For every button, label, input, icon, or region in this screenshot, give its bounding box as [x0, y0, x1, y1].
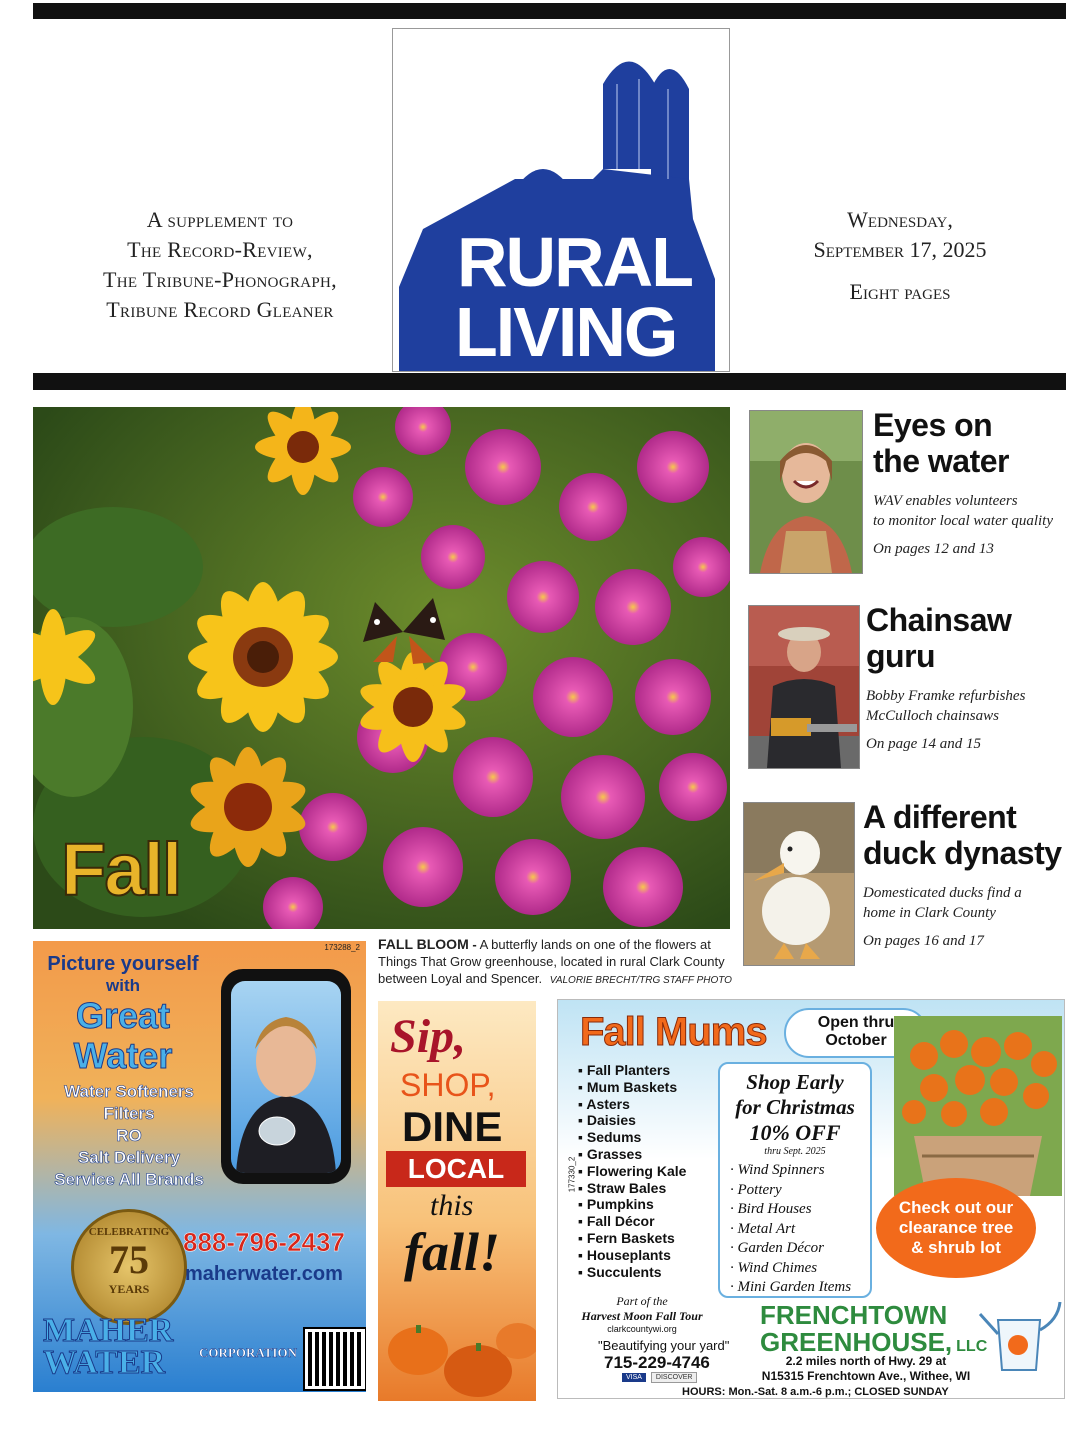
watering-can-icon — [978, 1290, 1064, 1380]
list-item: · Pottery — [730, 1181, 782, 1198]
teaser-summary: Bobby Framke refurbishes — [866, 688, 1026, 704]
list-item: ▪ Fern Baskets — [578, 1229, 675, 1246]
slogan: "Beautifying your yard" — [598, 1338, 730, 1353]
supplement-line: The Record-Review, — [127, 237, 313, 262]
list-item: ▪ Pumpkins — [578, 1196, 654, 1213]
teaser-summary: McCulloch chainsaws — [866, 708, 999, 724]
teaser-summary: home in Clark County — [863, 905, 996, 921]
ad-code: 177330_2 — [567, 1156, 577, 1193]
ad-frenchtown-greenhouse[interactable] — [557, 999, 1065, 1399]
greenhouse-name: FRENCHTOWN GREENHOUSE, LLC — [760, 1300, 988, 1357]
masthead-rule — [33, 373, 1066, 390]
christmas-box: Shop Early for Christmas 10% OFF thru Sept. 2025 · Wind Spinners · Pottery · Bird Houses · Metal Art · Garden Décor · Wind Chimes · Mini Garden Items — [718, 1062, 872, 1298]
teaser-headline: Eyes on — [873, 407, 993, 443]
list-item: ▪ Succulents — [578, 1263, 662, 1280]
list-item: ▪ Mum Baskets — [578, 1078, 678, 1095]
teaser-photo-duck — [743, 802, 855, 966]
list-item: · Metal Art — [730, 1220, 796, 1237]
list-item: · Garden Décor — [730, 1240, 825, 1256]
teaser-headline: guru — [866, 638, 936, 674]
teaser-chainsaw-guru[interactable] — [866, 602, 1066, 753]
logo-word-living: LIVING — [455, 293, 677, 371]
pumpkins-icon — [378, 1301, 536, 1401]
clearance-badge: Check out our clearance tree & shrub lot — [876, 1178, 1036, 1278]
mum-planter-icon — [894, 1016, 1062, 1196]
maher-phone[interactable]: 888-796-2437 — [183, 1227, 345, 1257]
ad-code: 173288_2 — [324, 943, 360, 952]
open-thru-cloud: Open thru October — [784, 1008, 928, 1058]
teaser-summary: Domesticated ducks find a — [863, 885, 1022, 901]
sip-label: Sip, — [390, 1010, 467, 1063]
greenhouse-hours: HOURS: Mon.-Sat. 8 a.m.-6 p.m.; CLOSED SUNDAY — [682, 1386, 949, 1398]
list-item: · Wind Chimes — [730, 1259, 818, 1276]
list-item: ▪ Houseplants — [578, 1246, 671, 1263]
teaser-pages: On pages 16 and 17 — [863, 933, 984, 949]
teaser-summary: to monitor local water quality — [873, 513, 1053, 529]
supplement-line: A supplement to — [146, 207, 294, 232]
boy-with-glass-icon — [231, 981, 341, 1173]
teaser-pages: On page 14 and 15 — [866, 736, 981, 752]
teaser-photo-chainsaw — [748, 605, 860, 769]
caption-dash: - — [472, 937, 477, 952]
teaser-summary: WAV enables volunteers — [873, 493, 1018, 509]
greenhouse-phone[interactable]: 715-229-4746 — [604, 1353, 710, 1372]
phone-photo — [221, 969, 351, 1184]
teaser-duck-dynasty[interactable] — [863, 799, 1068, 950]
ad-headline: Picture yourself with Great Water — [47, 953, 199, 1076]
teaser-headline: duck dynasty — [863, 835, 1062, 871]
photo-credit: VALORIE BRECHT/TRG STAFF PHOTO — [549, 975, 732, 986]
this-label: this — [430, 1189, 474, 1222]
supplement-note — [60, 205, 380, 325]
fall-label: fall! — [404, 1222, 501, 1282]
issue-info — [770, 205, 1030, 307]
maher-website[interactable]: maherwater.com — [185, 1263, 343, 1285]
top-rule — [33, 3, 1066, 19]
list-item: ▪ Asters — [578, 1095, 630, 1112]
list-item: ▪ Fall Planters — [578, 1062, 671, 1078]
list-item: · Wind Spinners — [730, 1162, 825, 1178]
caption-head: FALL BLOOM — [378, 936, 469, 952]
issue-date: September 17, 2025 — [813, 237, 987, 262]
list-item: ▪ Straw Bales — [578, 1179, 667, 1196]
rural-living-logo — [392, 28, 730, 372]
list-item: ▪ Flowering Kale — [578, 1162, 687, 1179]
list-item: ▪ Fall Décor — [578, 1213, 655, 1230]
ad-sip-shop-dine[interactable] — [378, 1001, 536, 1401]
teaser-eyes-on-water[interactable] — [873, 407, 1068, 558]
list-item: ▪ Sedums — [578, 1129, 642, 1146]
greenhouse-address: 2.2 miles north of Hwy. 29 at N15315 Frenchtown Ave., Withee, WI — [761, 1354, 971, 1383]
teaser-photo-volunteer — [749, 410, 863, 574]
anniversary-badge: CELEBRATING 75 YEARS — [71, 1209, 187, 1325]
issue-day: Wednesday, — [847, 207, 953, 232]
supplement-line: Tribune Record Gleaner — [106, 297, 334, 322]
ad-maher-water[interactable]: 173288_2 Picture yourself with Great Water Water Softeners Filters RO Salt Delivery Service All Brands CELEBRATING 75 YEARS 888-796-2437 maherwater.com MAHER WATER CORPORATION — [33, 941, 366, 1392]
caption-text: A butterfly lands on one of the flowers at Things That Grow greenhouse, located in rural Clark County between Loyal and Spencer. — [378, 937, 725, 986]
photo-caption — [378, 936, 734, 989]
harvest-tour: Part of the Harvest Moon Fall Tour clarkcountywi.org — [581, 1294, 703, 1334]
teaser-headline: A different — [863, 799, 1017, 835]
teaser-pages: On pages 12 and 13 — [873, 541, 994, 557]
list-item: · Bird Houses — [730, 1201, 812, 1217]
teaser-headline: Chainsaw — [866, 602, 1012, 638]
card-logos: VISA DISCOVER — [622, 1374, 697, 1381]
list-item: ▪ Daisies — [578, 1112, 636, 1129]
teaser-headline: the water — [873, 443, 1009, 479]
services-list: Water Softeners Filters RO Salt Delivery Service All Brands — [54, 1082, 204, 1189]
supplement-line: The Tribune-Phonograph, — [103, 267, 337, 292]
fall-mums-title: Fall Mums — [580, 1010, 767, 1054]
local-banner: LOCAL — [386, 1151, 526, 1187]
plant-list — [578, 1062, 686, 1280]
issue-pages: Eight pages — [849, 279, 951, 304]
logo-word-rural: RURAL — [457, 223, 692, 301]
list-item: · Mini Garden Items — [730, 1279, 852, 1295]
list-item: ▪ Grasses — [578, 1145, 643, 1162]
dine-label: DINE — [402, 1103, 503, 1150]
main-photo — [33, 407, 730, 929]
fall-overlay-label: Fall — [61, 828, 181, 911]
shop-label: SHOP, — [400, 1067, 496, 1103]
qr-code-icon[interactable] — [305, 1329, 365, 1389]
